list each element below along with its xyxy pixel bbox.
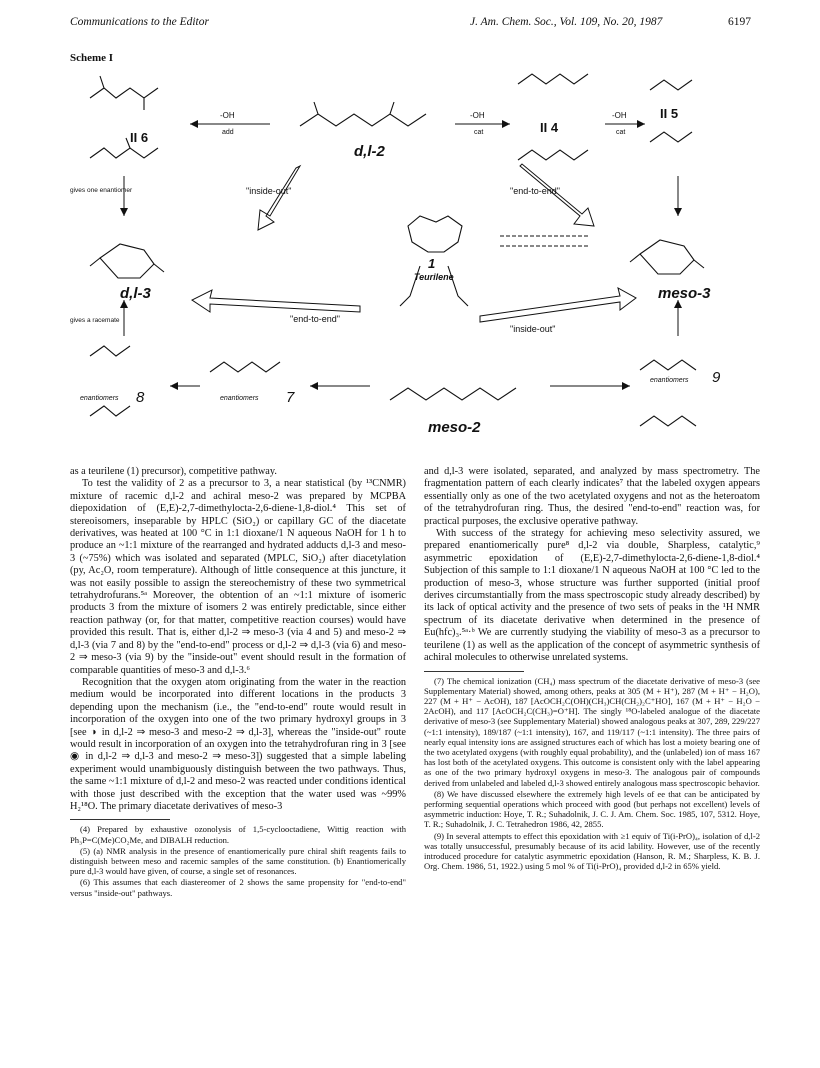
footnote-5: (5) (a) NMR analysis in the presence of enantiomerically pure chiral shift reagents fails to distinguish between meso and racemic samples of the same constitution. (b) Enantiomerically pure d,l-3 would have given, of course, a single set of resonances.: [70, 845, 406, 877]
label-dl3: d,l-3: [120, 285, 151, 302]
label-compound-1: 1: [428, 256, 436, 271]
structure-dl2: [300, 102, 426, 126]
label-gives-one: gives one enantiomer: [70, 187, 133, 194]
label-end-to-end-right: "end-to-end": [510, 186, 560, 196]
footnote-6: (6) This assumes that each diastereomer of 2 shows the same propensity for "end-to-end" versus "inside-out" pathways.: [70, 877, 406, 898]
label-compound-5: II 5: [660, 106, 679, 121]
structure-4-top: [518, 74, 588, 84]
footnote-rule-left: [70, 819, 170, 820]
reagent-cat-3: cat: [616, 129, 626, 136]
structure-meso2: [390, 388, 516, 400]
structure-meso3: [630, 240, 704, 274]
label-enantiomers-7: enantiomers: [220, 395, 259, 402]
left-footnotes: [70, 824, 406, 897]
hollow-arrow-inside-out-right: [480, 288, 636, 322]
structure-8-top: [90, 346, 130, 356]
reagent-oh-1: -OH: [220, 111, 235, 120]
structure-9-bottom: [640, 416, 696, 426]
label-dl2: d,l-2: [354, 143, 385, 160]
label-teurilene: Teurilene: [414, 272, 454, 282]
label-enantiomers-9: enantiomers: [650, 377, 689, 384]
left-paragraph-2: To test the validity of 2 as a precursor to 3, a near statistical (by ¹³CNMR) mixture of racemic d,l-2 and achiral meso-2 was prepared by MCPBA diepoxidation of (E,E)-2,7-dimethylocta-2,6-diene-1,8-diol.⁴ This set of stereoisomers, inseparable by HPLC (SiO₂) or capillary GC of the diacetate derivatives, was heated at 100 °C in 1:1 dioxane/1 N aqueous NaOH for 1 h to produce an ~1:1 mixture of the rearranged and hydrated adducts d,l-3 and meso-3 (~75%) which was isolated and separated (MPLC, SiO₂) after diacetylation (py, Ac₂O, room temperature). Although of little consequence at this juncture, it was not easily possible to assign the stereochemistry of these two symmetrical tetrahydrofurans.⁵ᵃ Moreover, the obtention of an ~1:1 mixture of isomeric products 3 from the mixture of isomers 2 was entirely predictable, since either reaction pathway (or, for that matter, competitive reaction courses) would have provided this result. That is, either d,l-2 ⇒ meso-3 (via 4 and 5) and meso-2 ⇒ d,l-3 (via 7 and 8) by the "end-to-end" process or d,l-2 ⇒ d,l-3 (via 6) and meso-2 ⇒ meso-3 (via 9) by the "inside-out" event should result in the formation of comparable quantities of meso-3 and d,l-3.⁶: [70, 478, 406, 676]
label-enantiomers-8: enantiomers: [80, 395, 119, 402]
footnote-rule-right: [424, 671, 524, 672]
right-paragraph-2: With success of the strategy for achieving meso selectivity assured, we prepared enantiomerically pure⁸ d,l-2 via double, Sharpless, catalytic,⁹ asymmetric epoxidation of (E,E)-2,7-dimethylocta-2,6-diene-1,8-diol.⁴ Subjection of this sample to 1:1 dioxane/1 N aqueous NaOH at 100 °C led to the production of meso-3, whose structure was further supported (initial proof derives circumstantially from the mass spectroscopic study already described) by its lack of optical activity and the presence of two sets of peaks in the ¹H NMR spectrum of its diacetate derivative when determined in the presence of Eu(hfc)₃.⁵ᵃ·ᵇ We are currently studying the viability of meso-3 as a precursor to teurilene (1) as well as the application of the concept of asymmetric synthesis of achiral molecules to otherwise unrelated systems.: [424, 528, 760, 664]
label-inside-out-left: "inside-out": [246, 186, 292, 196]
reaction-scheme: [60, 66, 760, 460]
structure-9-top: [640, 360, 696, 370]
structure-4-bottom: [518, 150, 588, 160]
structure-5-bottom: [650, 132, 692, 142]
footnote-9: (9) In several attempts to effect this epoxidation with ≥1 equiv of Ti(i-PrO)₄, isolation of d,l-2 was totally unsuccessful, presumably because of its acid lability. However, use of the recently introduced procedure for catalytic asymmetric epoxidation (Hanson, R. M.; Sharpless, K. B. J. Org. Chem. 1986, 51, 1922.) using 5 mol % of Ti(i-PrO)₄ provided d,l-2 in 65% yield.: [424, 830, 760, 872]
label-compound-9: 9: [712, 369, 721, 386]
hollow-arrow-end-to-end-left: [192, 290, 360, 312]
reagent-cat-2: cat: [474, 129, 484, 136]
label-inside-out-right: "inside-out": [510, 324, 556, 334]
footnote-8: (8) We have discussed elsewhere the extremely high levels of ee that can be anticipated by performing sequential operations which proceed with good (but perhaps not excellent) levels of asymmetric induction: Hoye, T. R.; Suhadolnik, J. C. J. Am. Chem. Soc. 1985, 107, 5312. Hoye, T. R.; Suhadolnik, J. C. Tetrahedron 1986, 42, 2855.: [424, 788, 760, 830]
label-gives-racemate: gives a racemate: [70, 317, 120, 324]
left-paragraph-3: Recognition that the oxygen atom originating from the water in the reaction medium would be incorporated into different locations in the products 3 depending upon the mechanism (i.e., the "end-to-end" route would result in incorporation of the oxygen into one of the two primary hydroxyl groups in 3 [see ◑ in d,l-2 ⇒ meso-3 and meso-2 ⇒ d,l-3], whereas the "inside-out" route would result in incorporation of an oxygen into the tetrahydrofuran ring in 3 [see ◉ in d,l-2 ⇒ d,l-3 and meso-2 ⇒ meso-3]) suggested that a simple labeling experiment would unambiguously distinguish between the two pathways. Thus, the same ~1:1 mixture of d,l-2 and meso-2 was reacted under conditions identical with those just described with the exception that the water used was ~99% H₂¹⁸O. The primary diacetate derivatives of meso-3: [70, 676, 406, 812]
structure-7: [210, 362, 280, 372]
structure-6-top: [90, 76, 158, 110]
label-compound-4: II 4: [540, 120, 559, 135]
page-number: 6197: [728, 16, 751, 28]
reagent-oh-2: -OH: [470, 111, 485, 120]
label-compound-7: 7: [286, 389, 295, 406]
label-compound-6: II 6: [130, 130, 149, 145]
right-paragraph-1: and d,l-3 were isolated, separated, and analyzed by mass spectrometry. The fragmentation pattern of each clearly indicates⁷ that the labeled oxygen appears essentially only as one of the two acetylated oxygens and not as the heteroatom of the tetrahydrofuran ring. Thus, the desired "end-to-end" reaction was, for practical purposes, the exclusive operative pathway.: [424, 466, 760, 527]
structure-dl3: [90, 244, 164, 278]
structure-8-bottom: [90, 406, 130, 416]
label-compound-8: 8: [136, 389, 145, 406]
left-paragraph-1: as a teurilene (1) precursor), competitive pathway.: [70, 466, 277, 477]
right-footnotes: [424, 676, 760, 872]
footnote-7: (7) The chemical ionization (CH₄) mass spectrum of the diacetate derivative of meso-3 (see Supplementary Material) showed, among others, peaks at 305 (M + H⁺), 287 (M + H⁺ − H₂O), 227 (M + H⁺ − AcOH), 187 [AcOCH₂C(OH)(CH₃)CH(CH₂)₂C⁺HO], 167 (M + H⁺ − H₂O − 2AcOH), and 117 [AcOCH₂C(CH₃)=O⁺H]. The singly ¹⁸O-labeled analogue of the diacetate derivative of meso-3 (see Supplementary Material) showed analogous peaks at 307, 289, 229/227 (~1:1 intensity), 189/187 (~1:1 intensity), 167, and 119/117 (~1:1 intensity). The three pairs of nearly equal intensity ions are assigned structures each of which has lost a moiety bearing one of the two acetylated oxygens (with roughly equal probability), and the (unlabeled) ion of mass 167 has lost both of the acetylated oxygens. This outcome is consistent only with the label appearing as one of the two primary hydroxyl oxygens in meso-3. The analogous pair of compounds derived from unlabeled and labeled d,l-3 showed entirely analogous mass spectroscopic behavior.: [424, 675, 760, 788]
left-column: [70, 466, 406, 899]
reagent-oh-3: -OH: [612, 111, 627, 120]
header-citation: J. Am. Chem. Soc., Vol. 109, No. 20, 1987: [470, 16, 663, 28]
label-meso2: meso-2: [428, 419, 481, 436]
scheme-title: Scheme I: [70, 52, 114, 64]
header-journal-section: Communications to the Editor: [70, 16, 209, 28]
right-column: [424, 466, 760, 872]
hollow-arrow-inside-out-left: [258, 166, 300, 230]
label-end-to-end-left: "end-to-end": [290, 314, 340, 324]
reagent-add-1: add: [222, 129, 234, 136]
label-meso3: meso-3: [658, 285, 711, 302]
structure-5-top: [650, 80, 692, 90]
footnote-4: (4) Prepared by exhaustive ozonolysis of 1,5-cyclooctadiene, Wittig reaction with Ph₃P=C(Me)CO₂Me, and DIBALH reduction.: [70, 824, 406, 845]
